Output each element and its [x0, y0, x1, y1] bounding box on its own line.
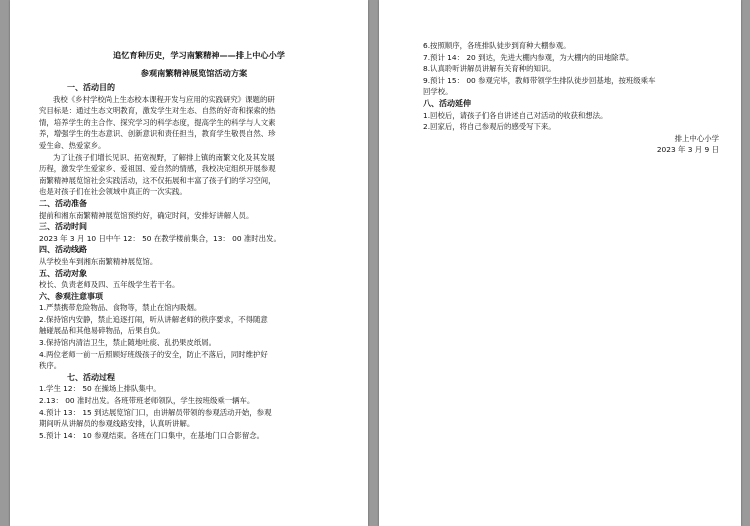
paragraph-line: 南繁精神展览馆社会实践活动，这不仅拓展和丰富了孩子们的学习空间，	[39, 175, 276, 185]
list-item: 2.保持馆内安静，禁止追逐打闹，听从讲解老师的秩序要求，不得随意	[39, 314, 268, 324]
section-heading-process: 七、活动过程	[67, 372, 115, 382]
paragraph-line: 历程，激发学生爱家乡、爱祖国、爱自然的情感，我校决定组织开展参观	[39, 164, 276, 174]
section-heading-route: 四、活动线路	[39, 245, 87, 255]
list-item: 4.两位老师一前一后照顾好班级孩子的安全，防止不落后，同时维护好	[39, 349, 268, 359]
section-heading-extension: 八、活动延伸	[423, 98, 471, 108]
list-item: 4.预计 13： 15 到达展览馆门口，由讲解员带领的参观活动开始，参观	[39, 407, 272, 417]
paragraph-line: 2023 年 3 月 10 日中午 12： 50 在教学楼前集合，13： 00 准时出发。	[39, 233, 281, 243]
document-title: 追忆育种历史，学习南繁精神——排上中心小学	[113, 50, 285, 60]
section-heading-time: 三、活动时间	[39, 222, 87, 232]
list-item: 秩序。	[39, 361, 62, 371]
paragraph-line: 也是对孩子们在社会领域中真正的一次实践。	[39, 187, 187, 197]
list-item: 期间听从讲解员的参观线路安排，认真听讲解。	[39, 419, 195, 429]
list-item: 2.回家后，将自己参观后的感受写下来。	[423, 122, 556, 132]
paragraph-line: 究目标是：通过生态文明教育，激发学生对生态、自然的好奇和探索的热	[39, 106, 276, 116]
section-heading-participants: 五、活动对象	[39, 268, 87, 278]
page-1-content	[39, 49, 349, 441]
section-heading-preparation: 二、活动准备	[39, 198, 87, 208]
list-item: 1.严禁携带危险物品、食物等，禁止在馆内吸烟。	[39, 303, 202, 313]
paragraph-line: 我校《乡村学校尚上生态校本课程开发与应用的实践研究》课题的研	[53, 94, 275, 104]
paragraph-line: 校长、负责老师及四、五年级学生若干名。	[39, 280, 180, 290]
list-item: 1.回校后，请孩子们各自讲述自己对活动的收获和想法。	[423, 110, 608, 120]
list-item: 触碰展品和其他易碎物品，后果自负。	[39, 326, 165, 336]
paragraph-line: 养，增强学生的生态意识、创新意识和责任担当，教育学生敬畏自然、珍	[39, 129, 276, 139]
page-2-content	[423, 40, 723, 156]
list-item: 2.13： 00 准时出发。各班带班老师领队，学生按班级乘一辆车。	[39, 396, 255, 406]
section-heading-notes: 六、参观注意事项	[39, 291, 103, 301]
paragraph-line: 爱生命、热爱家乡。	[39, 140, 106, 150]
list-item: 6.按照顺序，各班排队徒步到育种大棚参观。	[423, 41, 571, 50]
section-heading-purpose: 一、活动目的	[67, 83, 115, 92]
list-item: 3.保持馆内清洁卫生，禁止随地吐痰、乱扔果皮纸屑。	[39, 338, 217, 348]
list-item: 7.预计 14： 20 到达，先进大棚内参观，为大棚内的田地除草。	[423, 52, 634, 62]
list-item: 8.认真聆听讲解员讲解有关育种的知识。	[423, 64, 556, 74]
list-item: 回学校。	[423, 87, 453, 97]
paragraph-line: 情，培养学生的主合作、探究学习的科学态度，提高学生的科学与人文素	[39, 117, 276, 127]
signature-organization: 排上中心小学	[674, 133, 719, 143]
document-page-1	[10, 0, 368, 526]
signature-date: 2023 年 3 月 9 日	[656, 145, 719, 155]
paragraph-line: 提前和湘东南繁精神展览馆预约好，确定时间，安排好讲解人员。	[39, 210, 254, 220]
document-page-2	[379, 0, 741, 526]
list-item: 1.学生 12： 50 在操场上排队集中。	[39, 384, 161, 394]
paragraph-line: 从学校坐车到湘东南繁精神展览馆。	[39, 256, 158, 266]
list-item: 5.预计 14： 10 参观结束。各班在门口集中，在基地门口合影留念。	[39, 430, 265, 440]
paragraph-line: 为了让孩子们增长见识、拓宽视野，了解排上镇的南繁文化及其发展	[53, 152, 275, 162]
list-item: 9.预计 15： 00 参观完毕，教师带领学生排队徒步回基地，按班级乘车	[423, 75, 656, 85]
document-subtitle: 参观南繁精神展览馆活动方案	[140, 68, 248, 78]
